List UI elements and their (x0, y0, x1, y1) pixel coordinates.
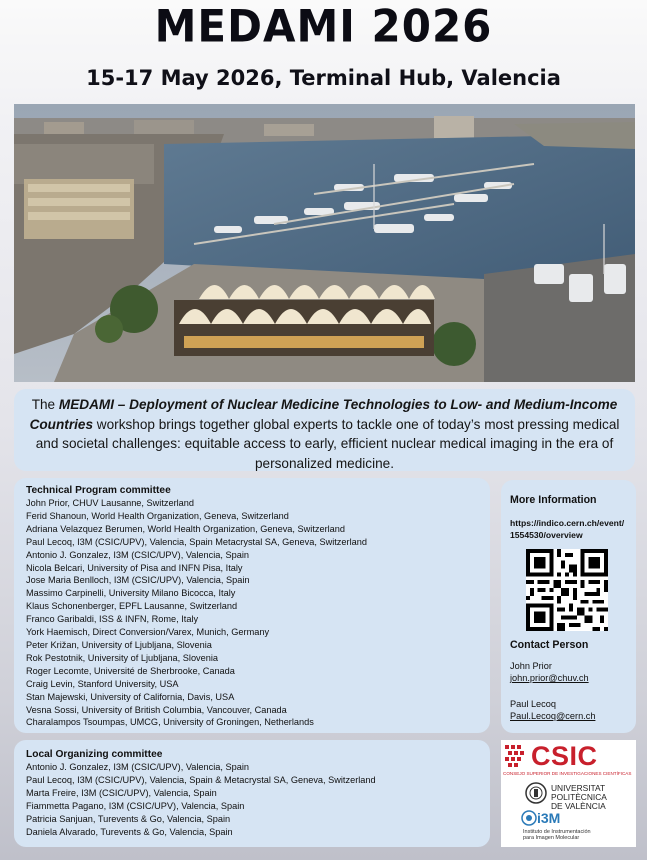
csic-logo: CSIC (531, 741, 598, 771)
committee-member: Charalampos Tsoumpas, UMCG, University of Groningen, Netherlands (26, 717, 314, 728)
upv-line: DE VALÈNCIA (551, 801, 606, 811)
technical-committee-panel (14, 478, 490, 733)
contact-email-link[interactable]: john.prior@chuv.ch (510, 673, 589, 683)
committee-member: Paul Lecoq, I3M (CSIC/UPV), Valencia, Spain Metacrystal SA, Geneva, Switzerland (26, 536, 367, 547)
sponsor-logos (501, 740, 636, 847)
committee-member: Adriana Velazquez Berumen, World Health Organization, Geneva, Switzerland (26, 523, 346, 534)
intro-medami: MEDAMI (58, 397, 115, 412)
committee-member: Stan Majewski, University of California, Davis, USA (26, 691, 235, 702)
i3m-line: para Imagen Molecular (523, 835, 580, 842)
upv-seal-icon (525, 782, 547, 804)
contact-email-link[interactable]: Paul.Lecoq@cern.ch (510, 711, 596, 721)
upv-logo (551, 784, 607, 811)
committee-member: Patricia Sanjuan, Turevents & Go, Valencia, Spain (26, 813, 231, 824)
i3m-emblem-icon (521, 810, 537, 826)
more-information-panel (501, 480, 636, 733)
committee-member: Massimo Carpinelli, University Milano Bicocca, Italy (26, 588, 236, 599)
committee-member: Ferid Shanoun, World Health Organization, Geneva, Switzerland (26, 510, 289, 521)
committee-member: Jose Maria Benlloch, I3M (CSIC/UPV), Valencia, Spain (26, 575, 250, 586)
local-committee-title: Local Organizing committee (26, 749, 163, 760)
valencia-harbor-photo (14, 104, 635, 382)
csic-emblem-icon (503, 743, 527, 769)
committee-member: Craig Levin, Stanford University, USA (26, 678, 179, 689)
committee-member: Paul Lecoq, I3M (CSIC/UPV), Valencia, Spain & Metacrystal SA, Geneva, Switzerland (26, 774, 376, 785)
committee-member: Vesna Sossi, University of British Columbia, Vancouver, Canada (26, 704, 287, 715)
technical-committee-title: Technical Program committee (26, 485, 171, 496)
more-information-title: More Information (510, 494, 597, 506)
committee-member: Peter Križan, University of Ljubljana, Slovenia (26, 639, 212, 650)
intro-box (14, 389, 635, 471)
committee-member: Klaus Schonenberger, EPFL Lausanne, Switzerland (26, 601, 238, 612)
intro-italic-title: – Deployment of Nuclear Medicine Technologies to Low- and Medium-Income Countries (29, 397, 618, 432)
upv-line: UNIVERSITAT (551, 783, 606, 793)
poster-title: MEDAMI 2026 (154, 0, 493, 53)
committee-member: Roger Lecomte, Université de Sherbrooke, Canada (26, 665, 235, 676)
event-url-link[interactable]: https://indico.cern.ch/event/1554530/overview (510, 518, 625, 540)
intro-text-1: The (31, 397, 59, 412)
local-committee-panel (14, 740, 490, 847)
committee-member: York Haemisch, Direct Conversion/Varex, Munich, Germany (26, 627, 270, 638)
intro-text-2: workshop brings together global experts to tackle one of today’s most pressing medical and societal challenges: equitable access to early, efficient nuclear medical imaging in the era of personalized medicine. (35, 416, 620, 471)
i3m-subtitle (523, 829, 591, 842)
committee-member: Antonio J. Gonzalez, I3M (CSIC/UPV), Valencia, Spain (26, 762, 249, 772)
committee-member: Nicola Belcari, University of Pisa and INFN Pisa, Italy (26, 562, 243, 573)
committee-member: Rok Pestotnik, University of Ljubljana, Slovenia (26, 652, 219, 663)
i3m-logo: i3M (537, 810, 561, 826)
upv-line: POLITÈCNICA (551, 792, 607, 802)
contact-name: Paul Lecoq (510, 699, 556, 709)
committee-member: Daniela Alvarado, Turevents & Go, Valencia, Spain (26, 826, 233, 837)
contact-name: John Prior (510, 661, 552, 671)
qr-code-icon[interactable] (526, 549, 608, 631)
committee-member: Franco Garibaldi, ISS & INFN, Rome, Italy (26, 614, 199, 625)
committee-member: Marta Freire, I3M (CSIC/UPV), Valencia, Spain (26, 787, 217, 798)
committee-member: Fiammetta Pagano, I3M (CSIC/UPV), Valencia, Spain (26, 800, 245, 811)
csic-subtitle: CONSEJO SUPERIOR DE INVESTIGACIONES CIENTÍFICAS (503, 771, 632, 776)
committee-member: Antonio J. Gonzalez, I3M (CSIC/UPV), Valencia, Spain (26, 549, 249, 560)
i3m-line: Instituto de Instrumentación (523, 829, 591, 835)
poster-subtitle: 15-17 May 2026, Terminal Hub, Valencia (86, 66, 561, 90)
contact-person-title: Contact Person (510, 639, 589, 651)
committee-member: John Prior, CHUV Lausanne, Switzerland (26, 498, 195, 508)
